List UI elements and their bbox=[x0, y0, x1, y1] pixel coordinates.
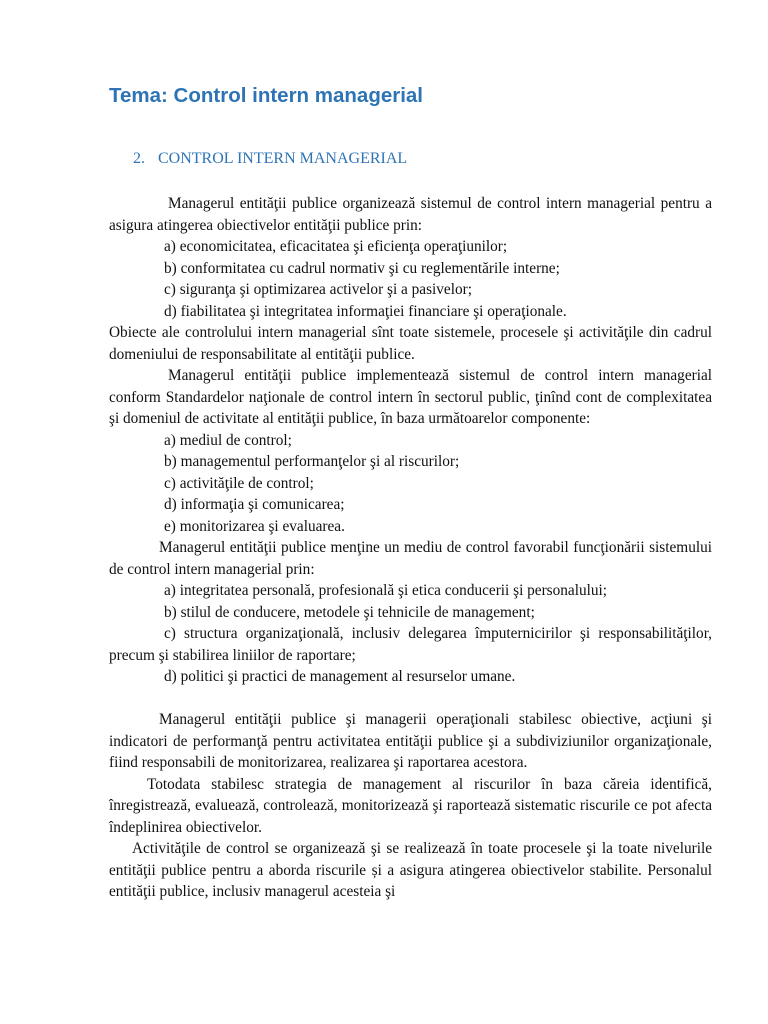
objective-item: d) fiabilitatea şi integritatea informaţiei financiare şi operaţionale. bbox=[164, 302, 567, 320]
document-body bbox=[109, 193, 712, 903]
component-item: a) mediul de control; bbox=[164, 431, 292, 449]
implements-paragraph: Managerul entităţii publice implementează sistemul de control intern managerial conform Standardelor naţionale de control intern în sectorul public, ţinînd cont de complexitatea şi domeniul de activitate al entităţii publice, în baza următoarelor componente: bbox=[109, 367, 712, 427]
environment-paragraph: Managerul entităţii publice menţine un mediu de control favorabil funcţionării sistemului de control intern managerial prin: bbox=[109, 539, 712, 578]
objective-item: c) siguranţa şi optimizarea activelor şi a pasivelor; bbox=[164, 281, 472, 298]
component-item: c) activităţile de control; bbox=[164, 474, 314, 492]
component-item: d) informaţia şi comunicarea; bbox=[164, 496, 345, 513]
risk-paragraph: Totodata stabilesc strategia de management al riscurilor în baza căreia identifică, înregistrează, evaluează, controlează, monitorizează şi raportează sistematic riscurile ce pot afecta îndeplinirea obiectivelor. bbox=[109, 775, 712, 836]
environment-item: a) integritatea personală, profesională şi etica conducerii şi personalului; bbox=[164, 582, 608, 599]
objects-paragraph: Obiecte ale controlului intern managerial sînt toate sistemele, procesele şi activităţile din cadrul domeniului de responsabilitate al entităţii publice. bbox=[109, 324, 712, 363]
environment-item: b) stilul de conducere, metodele şi tehnicile de management; bbox=[164, 603, 535, 621]
control-activities-paragraph: Activităţile de control se organizează şi se realizează în toate procesele şi la toate nivelurile entităţii publice pentru a aborda riscurile și a asigura atingerea obiectivelor stabilite. Personalul entităţii publice, inclusiv managerul acesteia şi bbox=[109, 840, 712, 900]
component-item: b) managementul performanţelor şi al riscurilor; bbox=[164, 453, 460, 470]
paragraph-spacer bbox=[109, 688, 712, 710]
section-heading bbox=[133, 150, 407, 168]
component-item: e) monitorizarea şi evaluarea. bbox=[164, 517, 345, 535]
environment-item: d) politici şi practici de management al resurselor umane. bbox=[164, 668, 516, 685]
managers-paragraph: Managerul entităţii publice şi managerii operaţionali stabilesc obiective, acţiuni şi indicatori de performanţă pentru activitatea entităţii publice şi a subdiviziunilor organizaţionale, fiind responsabili de monitorizarea, realizarea şi raportarea acestora. bbox=[109, 711, 712, 771]
section-number: 2. bbox=[133, 150, 145, 167]
page-title: Tema: Control intern managerial bbox=[109, 84, 424, 107]
intro-paragraph: Managerul entităţii publice organizează sistemul de control intern managerial pentru a asigura atingerea obiectivelor entităţii publice prin: bbox=[109, 195, 712, 234]
environment-item: c) structura organizaţională, inclusiv delegarea împuternicirilor şi responsabilităţilor, precum şi stabilirea liniilor de raportare; bbox=[109, 625, 712, 664]
objective-item: a) economicitatea, eficacitatea şi eficienţa operaţiunilor; bbox=[164, 238, 508, 255]
objective-item: b) conformitatea cu cadrul normativ şi cu reglementările interne; bbox=[164, 259, 560, 277]
section-heading-text: CONTROL INTERN MANAGERIAL bbox=[158, 150, 408, 167]
